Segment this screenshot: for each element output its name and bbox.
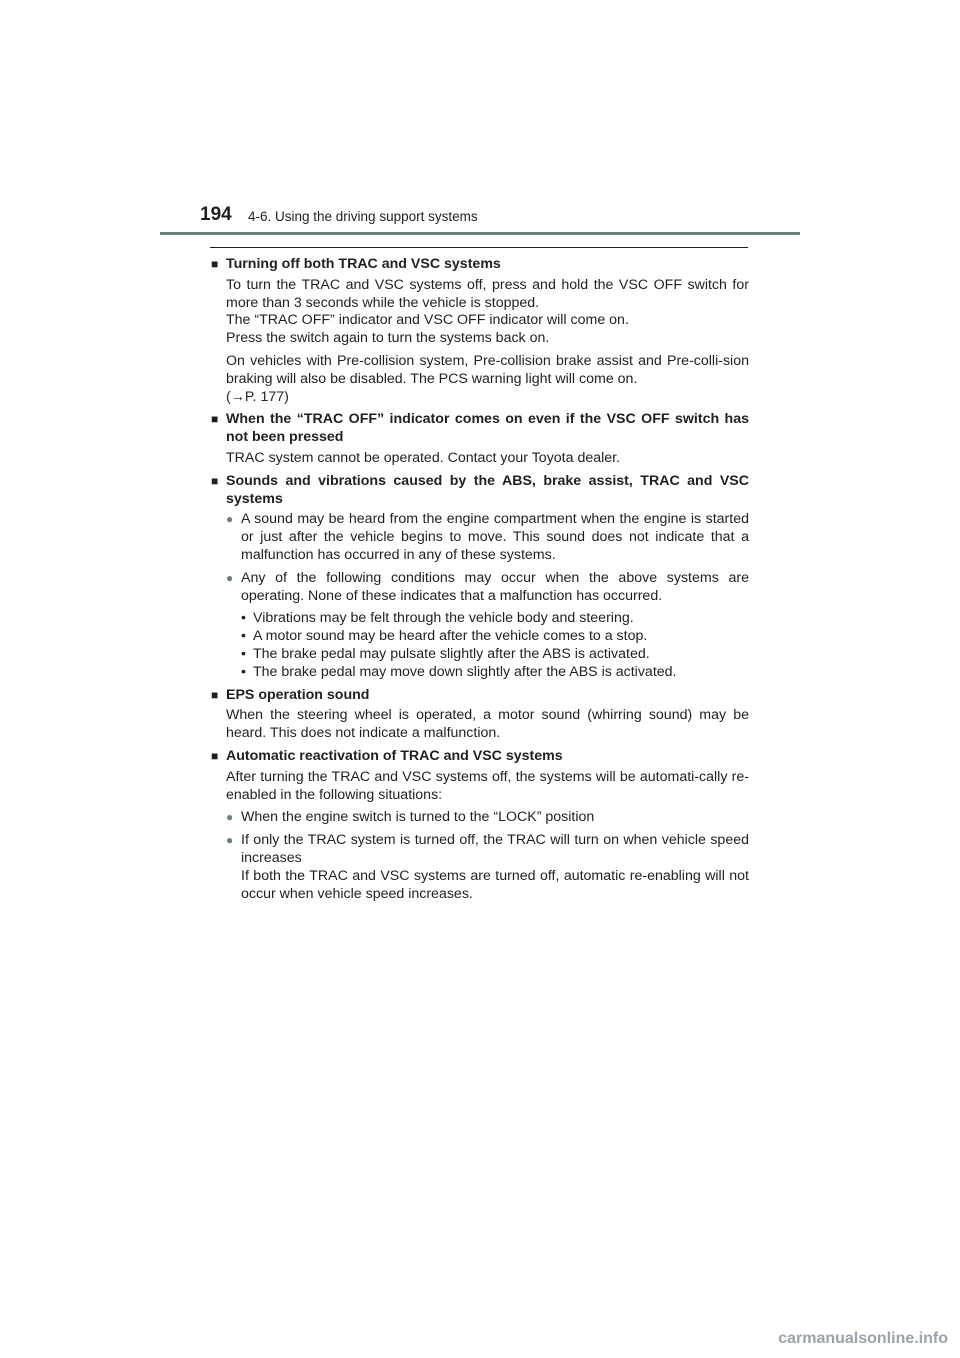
- arrow-icon: →: [230, 388, 245, 405]
- section-sounds-vibrations: [211, 473, 749, 682]
- paragraph: TRAC system cannot be operated. Contact your Toyota dealer.: [226, 449, 621, 466]
- section-turning-off: [211, 256, 749, 406]
- header-divider: [160, 232, 800, 235]
- page-number: 194: [200, 204, 232, 225]
- square-bullet-icon: ■: [211, 257, 219, 271]
- paragraph: When the steering wheel is operated, a motor sound (whirring sound) may be heard. This does not indicate a malfunction.: [226, 707, 749, 742]
- square-bullet-icon: ■: [211, 473, 219, 488]
- square-bullet-icon: ■: [211, 412, 219, 427]
- page-reference[interactable]: (→P. 177): [226, 388, 289, 405]
- square-bullet-icon: ■: [211, 748, 219, 763]
- paragraph: After turning the TRAC and VSC systems off, the systems will be automati-cally re-enabled in the following situations:: [226, 768, 749, 803]
- paragraph: To turn the TRAC and VSC systems off, press and hold the VSC OFF switch for more than 3 seconds while the vehicle is stopped. The “TRAC OFF” indicator and VSC OFF indicator will come on. Press the switch again to turn the systems back on.: [226, 276, 749, 347]
- section-heading: ■ When the “TRAC OFF” indicator comes on even if the VSC OFF switch has not been pressed: [211, 411, 749, 446]
- section-heading: ■ EPS operation sound: [211, 686, 370, 703]
- section-heading: ■ Sounds and vibrations caused by the ABS, brake assist, TRAC and VSC systems: [211, 472, 749, 507]
- circle-bullet-icon: ●: [226, 570, 234, 585]
- section-eps-sound: [211, 687, 749, 743]
- page-content: [211, 256, 749, 908]
- list-item: ● If only the TRAC system is turned off, the TRAC will turn on when vehicle speed increases If both the TRAC and VSC systems are turned off, automatic re-enabling will not occur when vehicle speed increases.: [226, 832, 749, 902]
- sub-list-item: • Vibrations may be felt through the vehicle body and steering.: [241, 610, 634, 627]
- sub-list-item: • A motor sound may be heard after the vehicle comes to a stop.: [241, 628, 648, 645]
- section-trac-off-indicator: [211, 411, 749, 467]
- watermark: carmanualsonline.info: [778, 1330, 948, 1347]
- sub-list-item: • The brake pedal may move down slightly after the ABS is activated.: [241, 663, 677, 680]
- circle-bullet-icon: ●: [226, 833, 234, 848]
- section-heading: ■ Turning off both TRAC and VSC systems: [211, 256, 501, 272]
- sub-list-item: • The brake pedal may pulsate slightly after the ABS is activated.: [241, 645, 650, 662]
- paragraph: On vehicles with Pre-collision system, Pre-collision brake assist and Pre-colli-sion braking will also be disabled. The PCS warning light will come on. (→P. 177): [226, 352, 749, 405]
- section-auto-reactivation: [211, 748, 749, 903]
- section-heading: ■ Automatic reactivation of TRAC and VSC systems: [211, 747, 563, 764]
- list-item: ● When the engine switch is turned to the “LOCK” position: [226, 809, 595, 826]
- list-item: ● A sound may be heard from the engine compartment when the engine is started or just after the vehicle begins to move. This sound does not indicate that a malfunction has occurred in any of these systems.: [226, 511, 749, 563]
- page-header: [0, 0, 960, 240]
- circle-bullet-icon: ●: [226, 810, 234, 825]
- sub-list: [241, 610, 749, 681]
- section-title: 4-6. Using the driving support systems: [248, 209, 478, 224]
- circle-bullet-icon: ●: [226, 512, 234, 527]
- list-item: ● Any of the following conditions may occur when the above systems are operating. None of these indicates that a malfunction has occurred.: [226, 569, 749, 604]
- square-bullet-icon: ■: [211, 687, 219, 702]
- content-divider: [210, 247, 748, 248]
